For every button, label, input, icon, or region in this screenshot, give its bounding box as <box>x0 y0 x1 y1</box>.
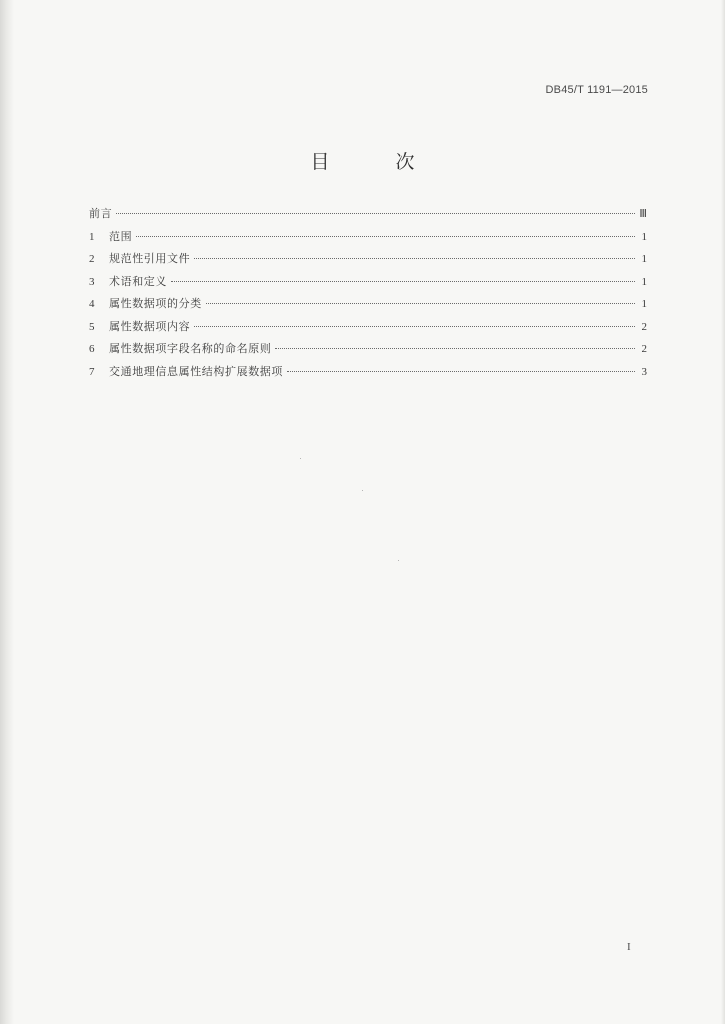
scan-speck <box>362 490 363 491</box>
toc-entry-scope[interactable] <box>89 228 647 251</box>
toc-leader-dots <box>136 236 635 237</box>
toc-entry-page: 1 <box>641 275 647 288</box>
toc-entry-label: 前言 <box>89 207 113 220</box>
toc-entry-label: 属性数据项的分类 <box>109 297 202 310</box>
toc-entry-label: 规范性引用文件 <box>109 252 191 265</box>
toc-leader-dots <box>194 326 635 327</box>
toc-entry-page: 2 <box>641 343 647 355</box>
toc-entry-number: 3 <box>89 275 95 288</box>
toc-leader-dots <box>171 281 635 282</box>
toc-entry-label: 术语和定义 <box>109 274 167 288</box>
page-number: I <box>627 941 631 953</box>
toc-entry-page: 1 <box>641 298 647 310</box>
toc-entry-page: Ⅲ <box>639 208 647 220</box>
toc-entry-foreword[interactable] <box>89 205 647 228</box>
toc-entry-label: 范围 <box>109 229 133 243</box>
scan-speck <box>300 458 301 459</box>
scan-speck <box>398 560 399 561</box>
toc-entry-extension-items[interactable] <box>89 363 647 386</box>
toc-entry-terms-definitions[interactable] <box>89 273 647 296</box>
document-code: DB45/T 1191—2015 <box>545 84 648 96</box>
toc-entry-number: 5 <box>89 320 95 333</box>
toc-entry-label: 属性数据项字段名称的命名原则 <box>109 342 272 355</box>
toc-entry-page: 1 <box>641 230 647 243</box>
toc-list <box>89 205 647 385</box>
toc-entry-number: 4 <box>89 298 95 310</box>
toc-entry-page: 2 <box>641 320 647 333</box>
toc-entry-page: 1 <box>641 253 647 265</box>
toc-entry-page: 3 <box>641 365 647 378</box>
toc-entry-number: 6 <box>89 343 95 355</box>
toc-entry-number: 7 <box>89 365 95 378</box>
toc-leader-dots <box>116 213 635 214</box>
toc-entry-content[interactable] <box>89 318 647 341</box>
toc-leader-dots <box>275 348 635 349</box>
toc-entry-label: 属性数据项内容 <box>109 319 191 333</box>
toc-entry-number: 1 <box>89 230 95 243</box>
toc-entry-naming-principles[interactable] <box>89 340 647 363</box>
toc-entry-label: 交通地理信息属性结构扩展数据项 <box>109 364 283 378</box>
toc-entry-classification[interactable] <box>89 295 647 318</box>
toc-leader-dots <box>206 303 635 304</box>
toc-entry-number: 2 <box>89 253 95 265</box>
toc-leader-dots <box>194 258 635 259</box>
toc-entry-normative-references[interactable] <box>89 250 647 273</box>
toc-title: 目 次 <box>310 151 445 173</box>
toc-leader-dots <box>287 371 635 372</box>
